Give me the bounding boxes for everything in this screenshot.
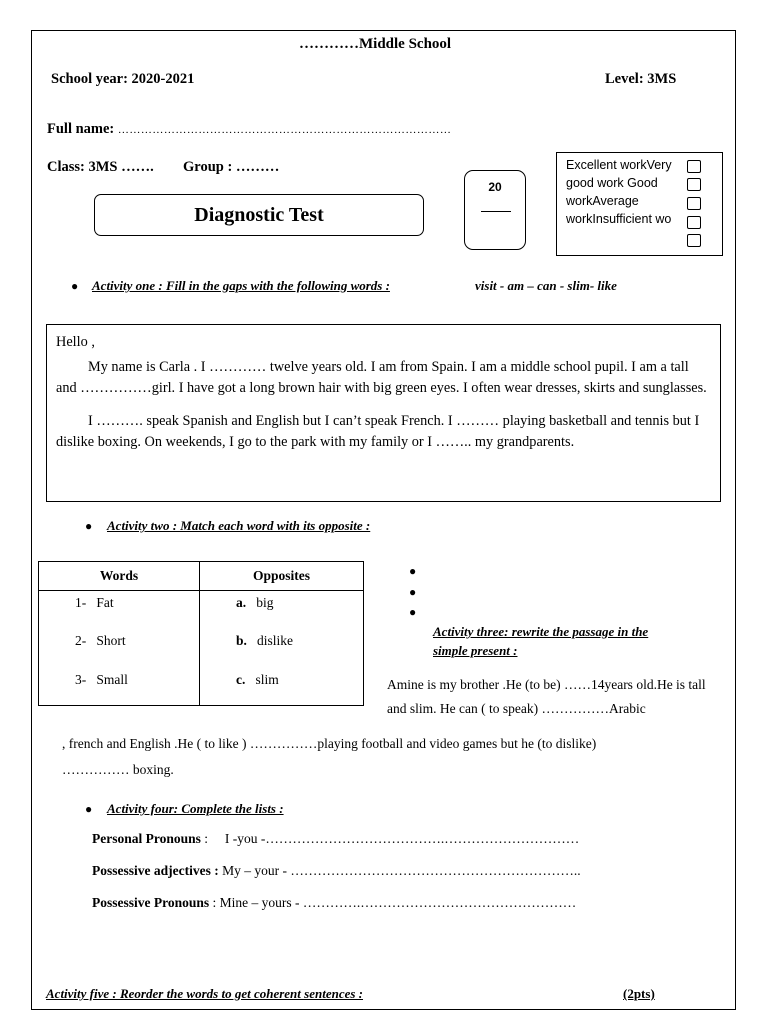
word-num: 3- — [75, 672, 87, 687]
word-text: Short — [96, 633, 126, 648]
activity-three-continued: , french and English .He ( to like ) ……………playing football and video games but he (to dislike) — [62, 736, 597, 751]
activity-four-title: Activity four: Complete the lists : — [107, 801, 284, 816]
activity-one-words: visit - am – can - slim- like — [475, 278, 617, 293]
list-value: I -you -………………………………….………………………… — [224, 831, 580, 846]
full-name-field[interactable] — [47, 121, 451, 138]
average-checkbox[interactable] — [687, 216, 701, 229]
list-sep: : — [209, 895, 217, 910]
passage-greeting: Hello , — [56, 334, 95, 350]
word-text: Small — [96, 672, 128, 687]
group-value: ……… — [235, 159, 280, 175]
list-row-possessive-adjectives[interactable] — [92, 863, 581, 879]
passage-paragraph-1: My name is Carla . I ………… twelve years old. I am from Spain. I am a middle school pupil. I am a tall and ……………girl. I have got a long brown hair with big green eyes. I often wear dresses, skirts and sunglasses. — [56, 359, 707, 396]
list-label: Possessive Pronouns — [92, 895, 210, 910]
opposite-item[interactable] — [236, 672, 279, 688]
class-value: 3MS ……. — [88, 159, 154, 175]
list-sep: : — [200, 831, 209, 846]
list-row-personal-pronouns[interactable] — [92, 831, 579, 847]
evaluation-box — [556, 152, 723, 256]
list-label: Possessive adjectives : — [92, 863, 219, 878]
passage-paragraph-2: I ………. speak Spanish and English but I can’t speak French. I ……… playing basketball and tennis but I dislike boxing. On weekends, I go to the park with my family or I …….. my grandparents. — [56, 413, 700, 450]
level-value: 3MS — [647, 71, 677, 87]
bullet-icon: ● — [85, 802, 93, 816]
school-year-value: 2020-2021 — [131, 71, 195, 87]
bullet-icon: ● — [409, 585, 417, 599]
class-label: Class: — [47, 159, 85, 175]
eval-line: workAverage — [566, 194, 639, 208]
good-checkbox[interactable] — [687, 197, 701, 210]
activity-three-title-1: Activity three: rewrite the passage in the — [433, 624, 649, 639]
class-group-line — [47, 159, 279, 176]
opposites-cell — [200, 591, 364, 706]
word-num: 1- — [75, 595, 87, 610]
bullet-icon: ● — [71, 279, 79, 293]
word-item[interactable] — [75, 633, 126, 649]
opposite-item[interactable] — [236, 633, 293, 649]
group-label: Group : — [183, 159, 233, 175]
eval-line: workInsufficient wo — [566, 212, 672, 226]
score-box — [464, 170, 526, 250]
word-num: 2- — [75, 633, 87, 648]
bullet-icon: ● — [409, 605, 417, 619]
very-good-checkbox[interactable] — [687, 178, 701, 191]
word-item[interactable] — [75, 672, 128, 688]
word-item[interactable] — [75, 595, 114, 611]
score-total: 20 — [488, 180, 502, 194]
opposite-item[interactable] — [236, 595, 274, 611]
opposite-text: dislike — [257, 633, 294, 648]
list-row-possessive-pronouns[interactable] — [92, 895, 576, 911]
activity-three-continued-2: …………… boxing. — [62, 762, 174, 777]
opposite-text: slim — [255, 672, 279, 687]
words-cell — [39, 591, 200, 706]
opposite-letter: b. — [236, 633, 247, 648]
bullet-icon: ● — [85, 519, 93, 533]
opposite-letter: a. — [236, 595, 247, 610]
full-name-label: Full name: — [47, 121, 115, 137]
activity-two-title: Activity two : Match each word with its opposite : — [107, 518, 371, 533]
eval-line: good work Good — [566, 176, 658, 190]
bullet-icon: ● — [409, 564, 417, 578]
activity-five-points: (2pts) — [623, 986, 655, 1001]
activity-five-title: Activity five : Reorder the words to get coherent sentences : — [46, 986, 364, 1001]
activity-one-title: Activity one : Fill in the gaps with the following words : — [92, 278, 390, 293]
opposite-text: big — [256, 595, 274, 610]
school-year — [51, 71, 194, 88]
school-year-label: School year: — [51, 71, 128, 87]
list-label: Personal Pronouns — [92, 831, 201, 846]
activity-three-title-2: simple present : — [433, 643, 518, 658]
score-fraction-line — [481, 211, 511, 212]
school-name: …………Middle School — [299, 36, 452, 52]
page-title: Diagnostic Test — [94, 194, 424, 236]
excellent-checkbox[interactable] — [687, 160, 701, 173]
activity-three-text: Amine is my brother .He (to be) ……14years old.He is tall and slim. He can ( to speak) ……………Arabic — [387, 677, 706, 716]
opposite-letter: c. — [236, 672, 246, 687]
full-name-dots: …………………………………………………………………………… — [117, 124, 452, 136]
eval-line: Excellent workVery — [566, 158, 672, 172]
match-table — [38, 561, 364, 706]
activity-one-passage — [46, 324, 721, 502]
word-text: Fat — [96, 595, 114, 610]
insufficient-checkbox[interactable] — [687, 234, 701, 247]
col-words-header: Words — [39, 562, 200, 591]
col-opposites-header: Opposites — [200, 562, 364, 591]
list-value: My – your - ……………………………………………………….. — [222, 863, 581, 878]
level — [605, 71, 676, 88]
level-label: Level: — [605, 71, 644, 87]
list-value: Mine – yours - ………….………………………………………… — [219, 895, 577, 910]
